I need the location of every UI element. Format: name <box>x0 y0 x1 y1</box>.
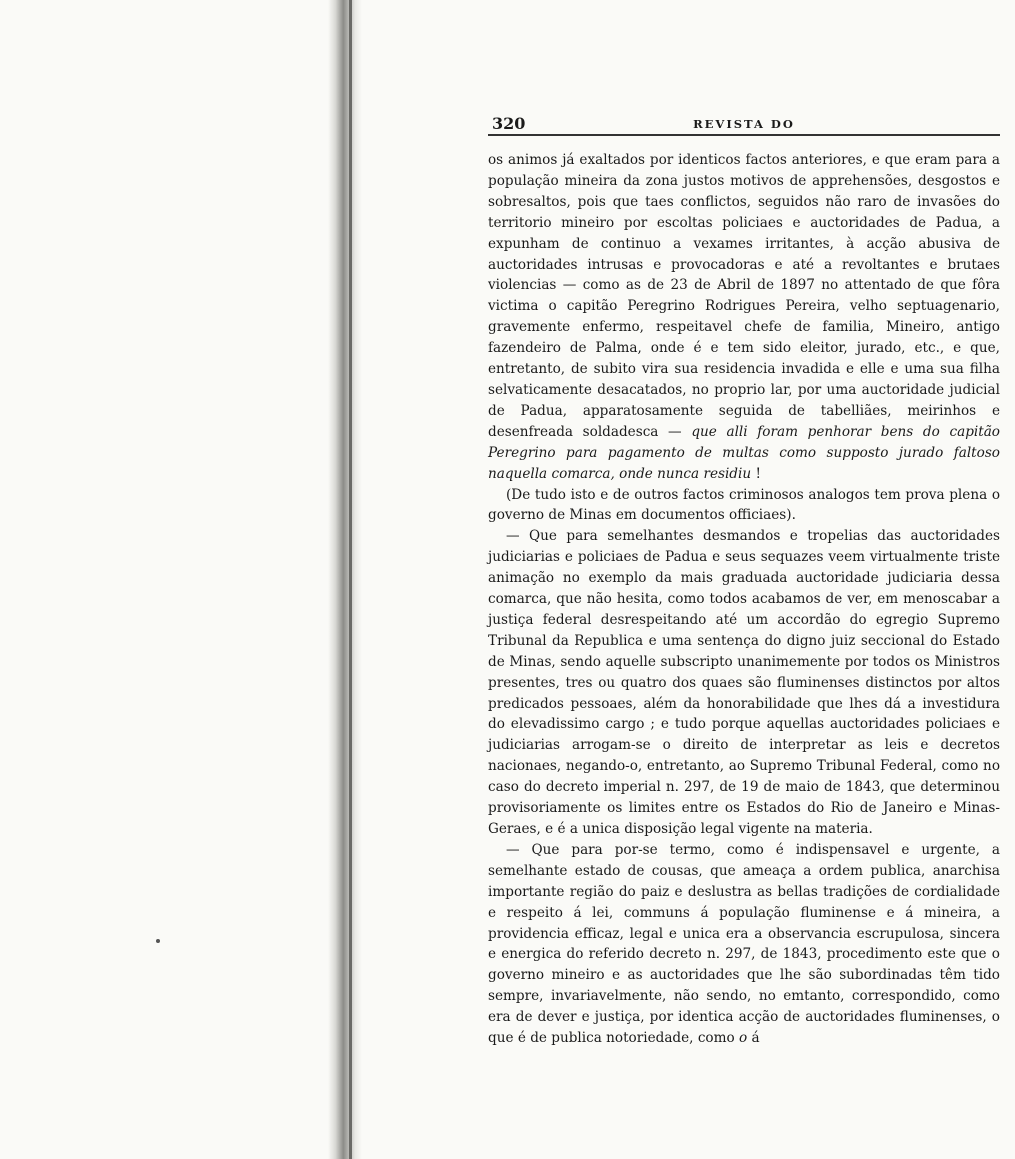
book-page <box>488 112 1000 1049</box>
paragraph-2 <box>488 485 1000 527</box>
paragraph-4 <box>488 840 1000 1049</box>
page-number: 320 <box>492 114 526 133</box>
running-head: REVISTA DO <box>693 117 795 131</box>
page-speck <box>156 939 160 943</box>
paragraph-1-italic: que alli foram penhorar bens do capitão Peregrino para pagamento de multas como supposto jurado faltoso naquella comarca, onde nunca residiu <box>488 423 1000 482</box>
paragraph-3 <box>488 526 1000 840</box>
paragraph-4-italic: o <box>739 1030 748 1047</box>
binding-line <box>349 0 352 1159</box>
paragraph-1-text: os animos já exaltados por identicos factos anteriores, e que eram para a população mineira da zona justos motivos de apprehensões, desgostos e sobresaltos, pois que taes conflictos, seguidos não raro de invasões do territorio mineiro por escoltas policiaes e auctoridades de Padua, a expunham de continuo a vexames irritantes, à acção abusiva de auctoridades intrusas e provocadoras e até a revoltantes e brutaes violencias — como as de 23 de Abril de 1897 no attentado de que fôra victima o capitão Peregrino Rodrigues Pereira, velho septuagenario, gravemente enfermo, respeitavel chefe de familia, Mineiro, antigo fazendeiro de Palma, onde é e tem sido eleitor, jurado, etc., e que, entretanto, de subito vira sua residencia invadida e elle e uma sua filha selvaticamente desacatados, no proprio lar, por uma auctoridade judicial de Padua, apparatosamente seguida de tabelliães, meirinhos e desenfreada soldadesca — <box>488 152 1000 440</box>
paragraph-1 <box>488 150 1000 485</box>
book-gutter <box>328 0 362 1159</box>
paragraph-1-tail: ! <box>751 465 761 482</box>
paragraph-4-text: — Que para por-se termo, como é indispensavel e urgente, a semelhante estado de cousas, que ameaça a ordem publica, anarchisa importante região do paiz e deslustra as bellas tradições de cordialidade e respeito á lei, communs á população fluminense e á mineira, a providencia efficaz, legal e unica era a observancia escrupulosa, sincera e energica do referido decreto n. 297, de 1843, procedimento este que o governo mineiro e as auctoridades que lhe são subordinadas têm tido sempre, invariavelmente, não sendo, no emtanto, correspondido, como era de dever e justiça, por identica acção de auctoridades fluminenses, o que é de publica notoriedade, como <box>488 841 1000 1047</box>
paragraph-3-text: — Que para semelhantes desmandos e tropelias das auctoridades judiciarias e policiaes de Padua e seus sequazes veem virtualmente triste animação no exemplo da mais graduada auctoridade judiciaria dessa comarca, que não hesita, como todos acabamos de ver, em menoscabar a justiça federal desrespeitando até um accordão do egregio Supremo Tribunal da Republica e uma sentença do digno juiz seccional do Estado de Minas, sendo aquelle subscripto unanimemente por todos os Ministros presentes, tres ou quatro dos quaes são fluminenses distinctos por altos predicados pessoaes, além da honorabilidade que lhes dá a investidura do elevadissimo cargo ; e tudo porque aquellas auctoridades policiaes e judiciarias arrogam-se o direito de interpretar as leis e decretos nacionaes, negando-o, entretanto, ao Supremo Tribunal Federal, como no caso do decreto imperial n. 297, de 19 de maio de 1843, que determinou provisoriamente os limites entre os Estados do Rio de Janeiro e Minas-Geraes, e é a unica disposição legal vigente na materia. <box>488 528 1000 837</box>
paragraph-2-text: (De tudo isto e de outros factos criminosos analogos tem prova plena o governo de Minas em documentos officiaes). <box>488 486 1000 524</box>
page-header <box>488 112 1000 136</box>
paragraph-4-tail: á <box>747 1030 760 1047</box>
